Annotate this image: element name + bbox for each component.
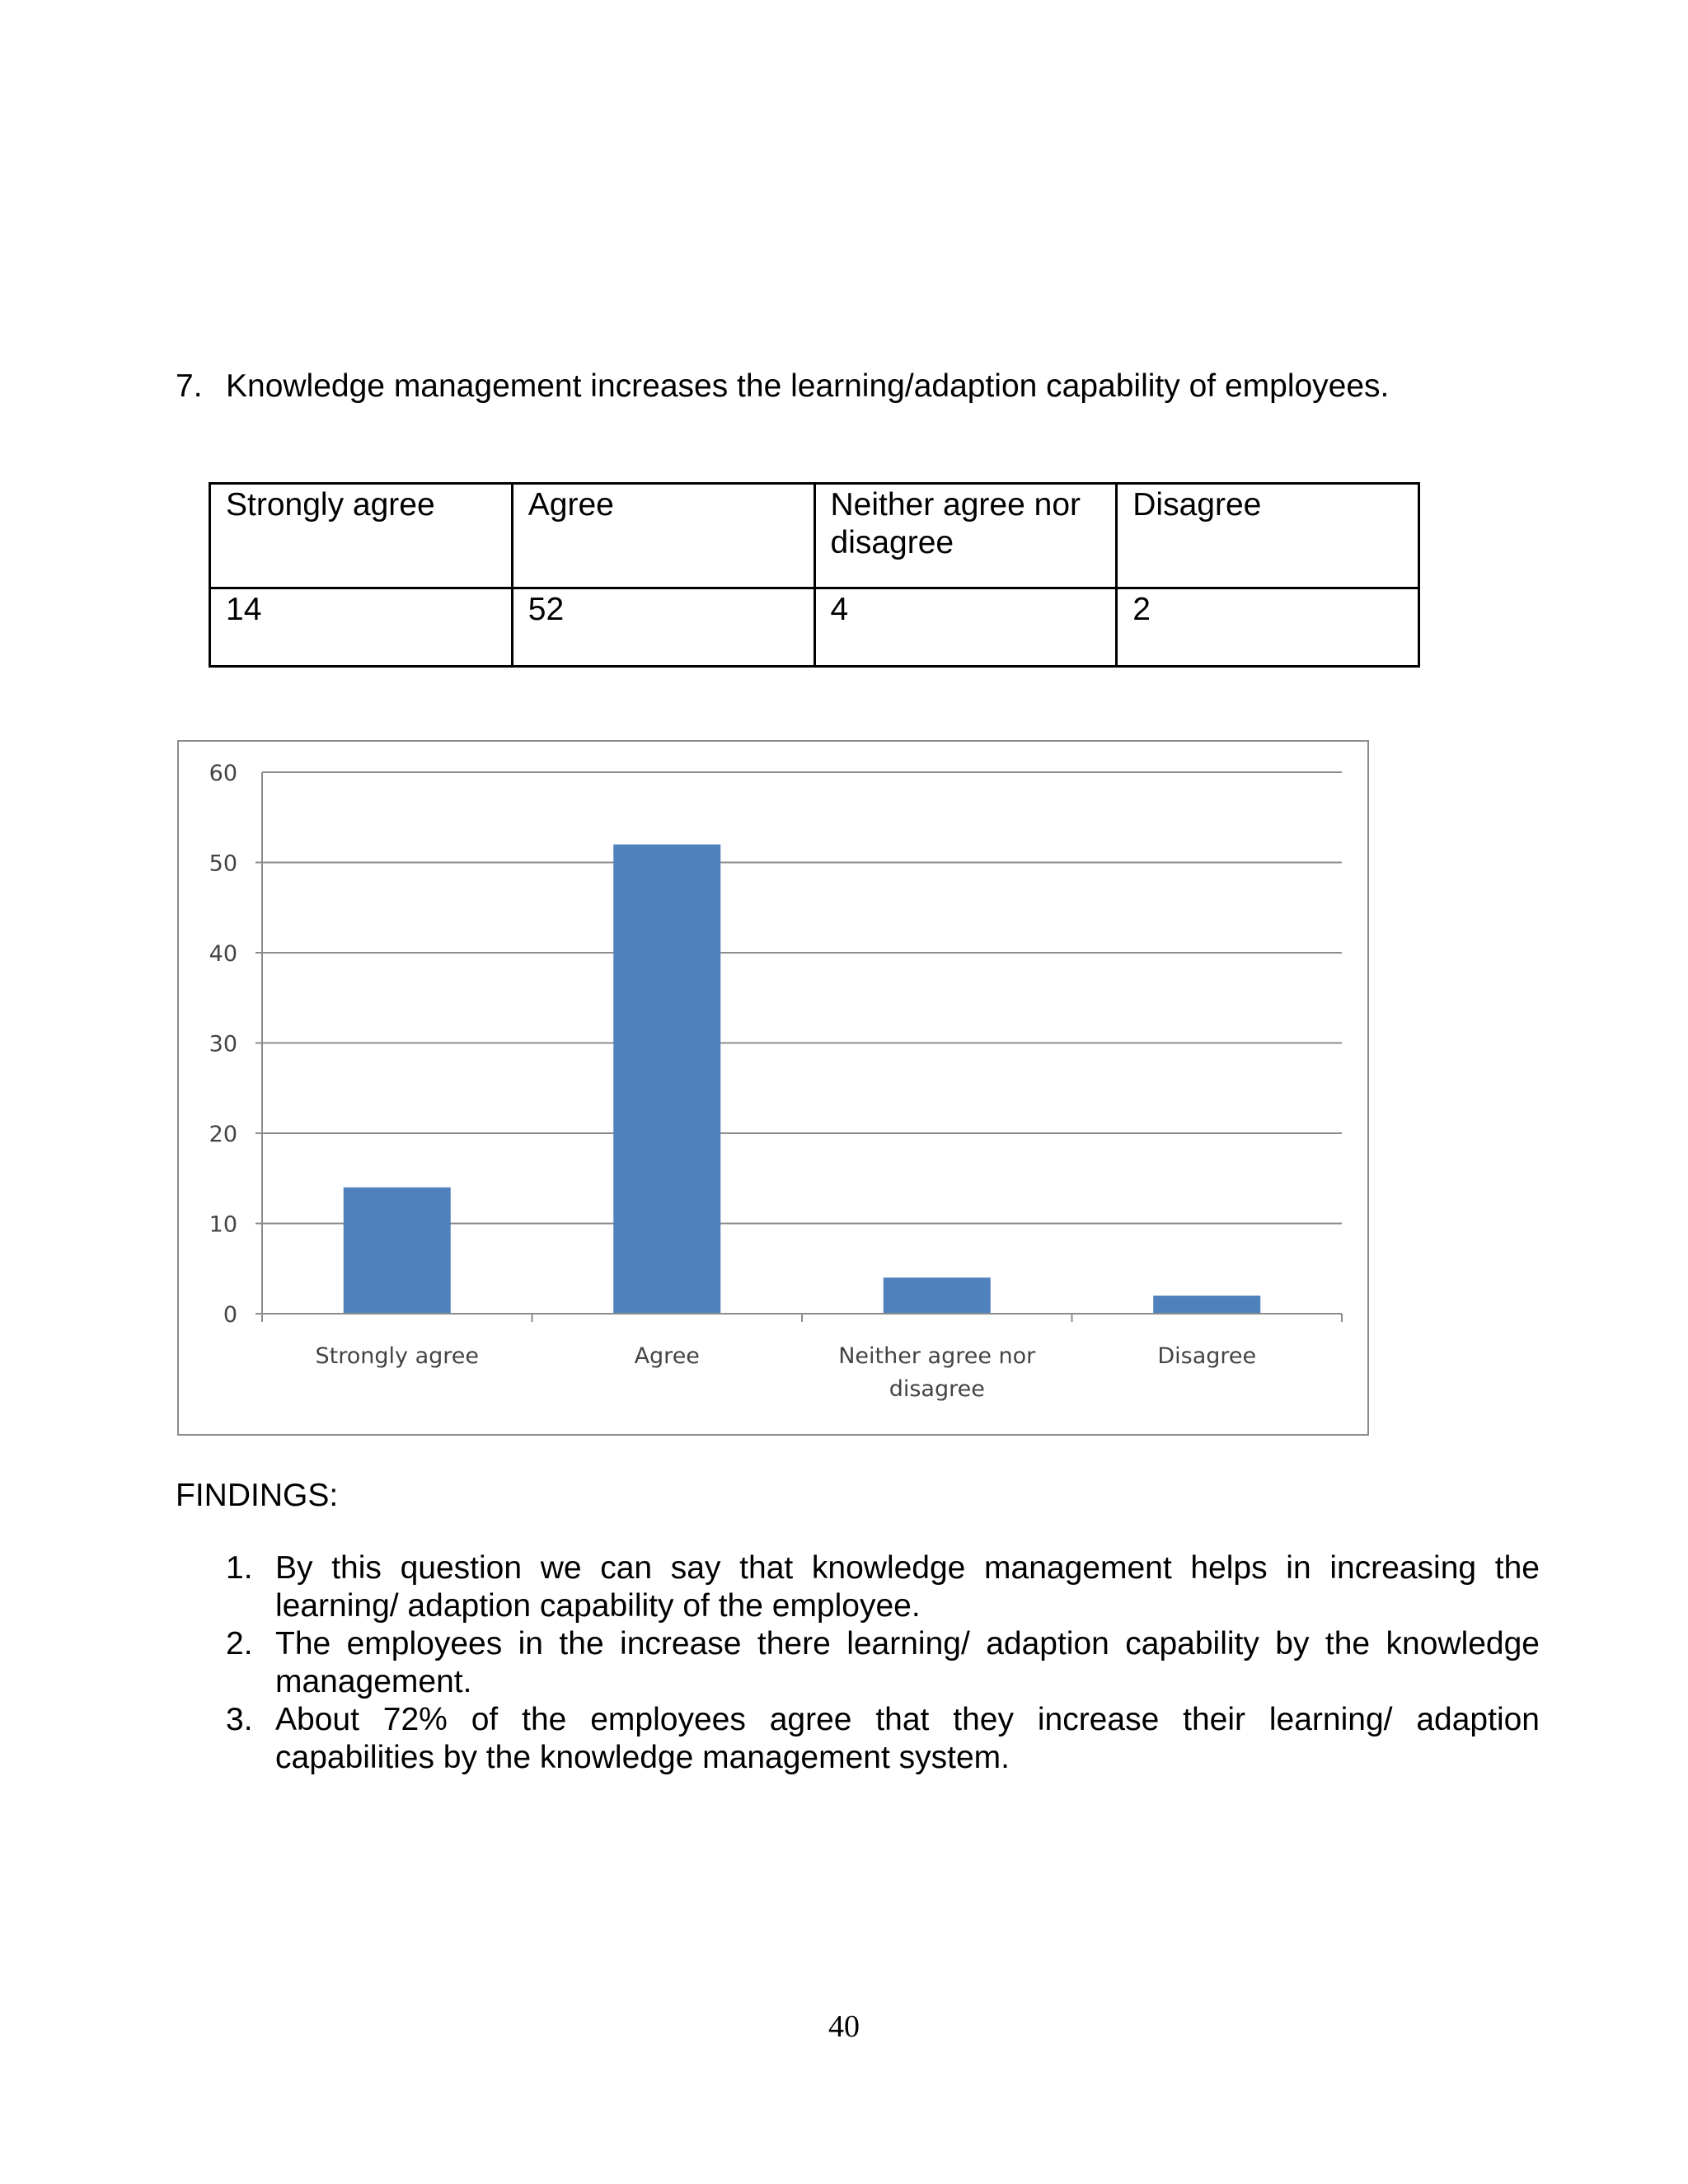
y-tick-label: 60 bbox=[209, 761, 237, 786]
question-number: 7. bbox=[176, 368, 203, 404]
bar-chart bbox=[179, 742, 1371, 1437]
x-tick-label: Disagree bbox=[1157, 1343, 1257, 1369]
table-header-row bbox=[210, 484, 1419, 588]
list-item bbox=[223, 1549, 1540, 1625]
list-item bbox=[223, 1701, 1540, 1777]
list-item-text: The employees in the increase there learning/ adaption capability by the knowledge management. bbox=[275, 1626, 1540, 1699]
list-item-text: About 72% of the employees agree that they increase their learning/ adaption capabilities by the knowledge management system. bbox=[275, 1702, 1540, 1775]
x-tick-label: Agree bbox=[634, 1343, 700, 1369]
bar bbox=[1153, 1296, 1260, 1314]
list-item bbox=[223, 1625, 1540, 1701]
x-tick-label: Neither agree nor disagree bbox=[838, 1343, 1036, 1402]
table-cell: 2 bbox=[1117, 588, 1419, 667]
page-number: 40 bbox=[828, 2009, 860, 2044]
table-cell: 4 bbox=[814, 588, 1117, 667]
table-header-cell: Strongly agree bbox=[210, 484, 513, 588]
table-cell: 14 bbox=[210, 588, 513, 667]
x-tick-label: Strongly agree bbox=[315, 1343, 479, 1369]
responses-table bbox=[209, 482, 1420, 668]
table-cell: 52 bbox=[512, 588, 814, 667]
y-tick-label: 0 bbox=[223, 1302, 237, 1328]
chart-frame bbox=[177, 740, 1369, 1436]
question-heading bbox=[176, 366, 1461, 407]
bar bbox=[344, 1188, 451, 1314]
question-text: Knowledge management increases the learning/adaption capability of employees. bbox=[226, 368, 1390, 404]
table-header-cell: Neither agree nor disagree bbox=[814, 484, 1117, 588]
bar bbox=[613, 845, 720, 1314]
y-tick-label: 30 bbox=[209, 1031, 237, 1057]
list-item-text: By this question we can say that knowledge management helps in increasing the learning/ adaption capability of the employee. bbox=[275, 1550, 1540, 1624]
y-tick-label: 40 bbox=[209, 941, 237, 967]
bar bbox=[884, 1277, 991, 1314]
findings-list bbox=[223, 1549, 1540, 1777]
table-row bbox=[210, 588, 1419, 667]
list-item-number: 3. bbox=[226, 1702, 253, 1737]
y-tick-label: 50 bbox=[209, 851, 237, 877]
list-item-number: 2. bbox=[226, 1626, 253, 1661]
list-item-number: 1. bbox=[226, 1550, 253, 1586]
y-tick-label: 20 bbox=[209, 1122, 237, 1147]
y-tick-label: 10 bbox=[209, 1212, 237, 1238]
table-header-cell: Agree bbox=[512, 484, 814, 588]
findings-title: FINDINGS: bbox=[176, 1478, 339, 1513]
table-header-cell: Disagree bbox=[1117, 484, 1419, 588]
